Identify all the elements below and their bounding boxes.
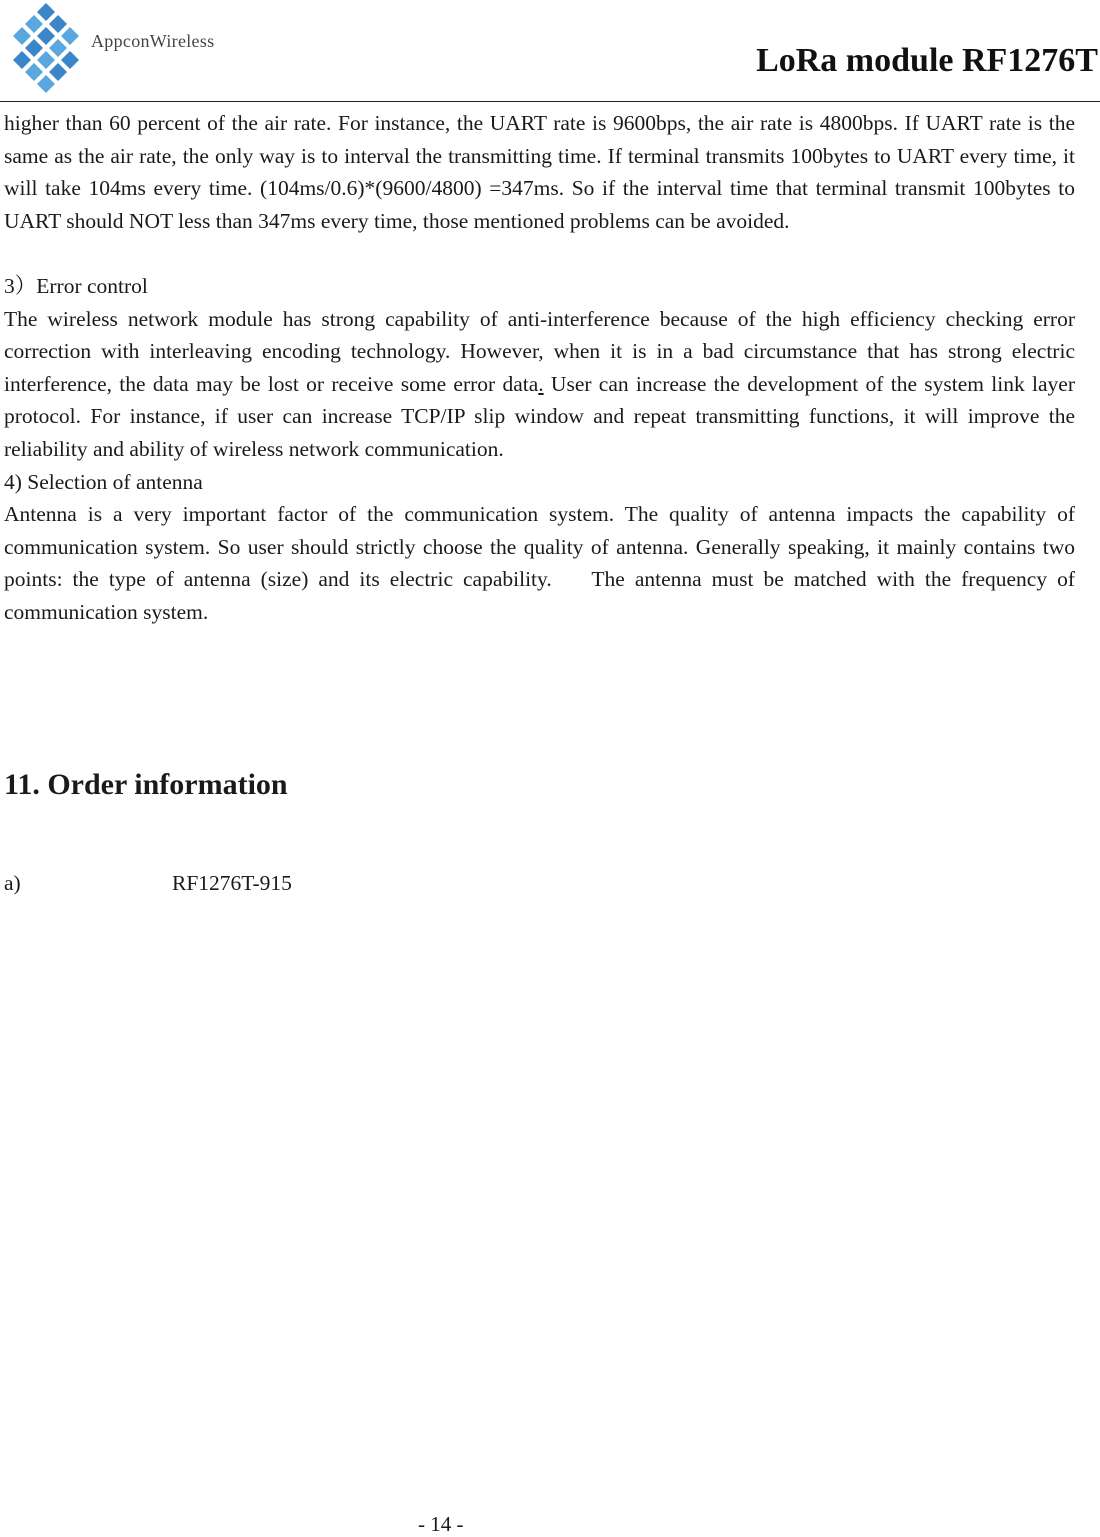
logo-diamond xyxy=(37,75,55,93)
paragraph-uart-rate: higher than 60 percent of the air rate. For instance, the UART rate is 9600bps, the air rate is 4800bps. If UART rate is the same as the air rate, the only way is to interval the transmitting time. If terminal transmits 100bytes to UART every time, it will take 104ms every time. (104ms/0.6)*(9600/4800) =347ms. So if the interval time that terminal transmit 100bytes to UART should NOT less than 347ms every time, those mentioned problems can be avoided. xyxy=(4,111,1075,233)
logo-diamond xyxy=(61,27,79,45)
order-item-model: RF1276T-915 xyxy=(172,871,292,895)
order-item-label: a) xyxy=(4,871,21,895)
underlined-period: . xyxy=(538,371,544,396)
heading-antenna: 4) Selection of antenna xyxy=(4,469,203,494)
section-heading-order-information: 11. Order information xyxy=(4,768,288,801)
logo-diamond xyxy=(37,27,55,45)
logo-diamond xyxy=(49,63,67,81)
blank-line xyxy=(4,237,1075,270)
logo-diamond xyxy=(49,39,67,57)
document-title: LoRa module RF1276T xyxy=(756,42,1098,79)
logo-diamond xyxy=(61,51,79,69)
order-item xyxy=(4,871,292,896)
logo-diamond xyxy=(37,3,55,21)
logo-diamond xyxy=(25,63,43,81)
page-number: - 14 - xyxy=(418,1512,464,1536)
logo-diamond xyxy=(49,15,67,33)
logo-diamond xyxy=(13,51,31,69)
logo-diamond xyxy=(37,51,55,69)
body-text xyxy=(4,107,1081,629)
logo-diamond xyxy=(25,39,43,57)
page-header xyxy=(0,0,1100,102)
logo-diamond xyxy=(13,27,31,45)
logo-diamond xyxy=(25,15,43,33)
company-name: AppconWireless xyxy=(91,31,215,51)
error-text-part-1: The wireless network module has strong capability of anti-interference because of the high efficiency checking error correction with interleaving encoding technology. However, when it is in a bad circumstance that has strong electric interference, the data may be lost or receive some error data xyxy=(4,306,1075,396)
paragraph-antenna: Antenna is a very important factor of the communication system. The quality of antenna impacts the capability of communication system. So user should strictly choose the quality of antenna. Generally speaking, it mainly contains two points: the type of antenna (size) and its electric capability. The antenna must be matched with the frequency of communication system. xyxy=(4,502,1081,624)
paragraph-error-control xyxy=(4,303,1075,466)
heading-error-control: 3）Error control xyxy=(4,273,148,298)
error-text-part-2: User can increase the development of the system link layer protocol. For instance, if user can increase TCP/IP slip window and repeat transmitting functions, it will improve the reliability and ability of wireless network communication. xyxy=(4,371,1075,461)
